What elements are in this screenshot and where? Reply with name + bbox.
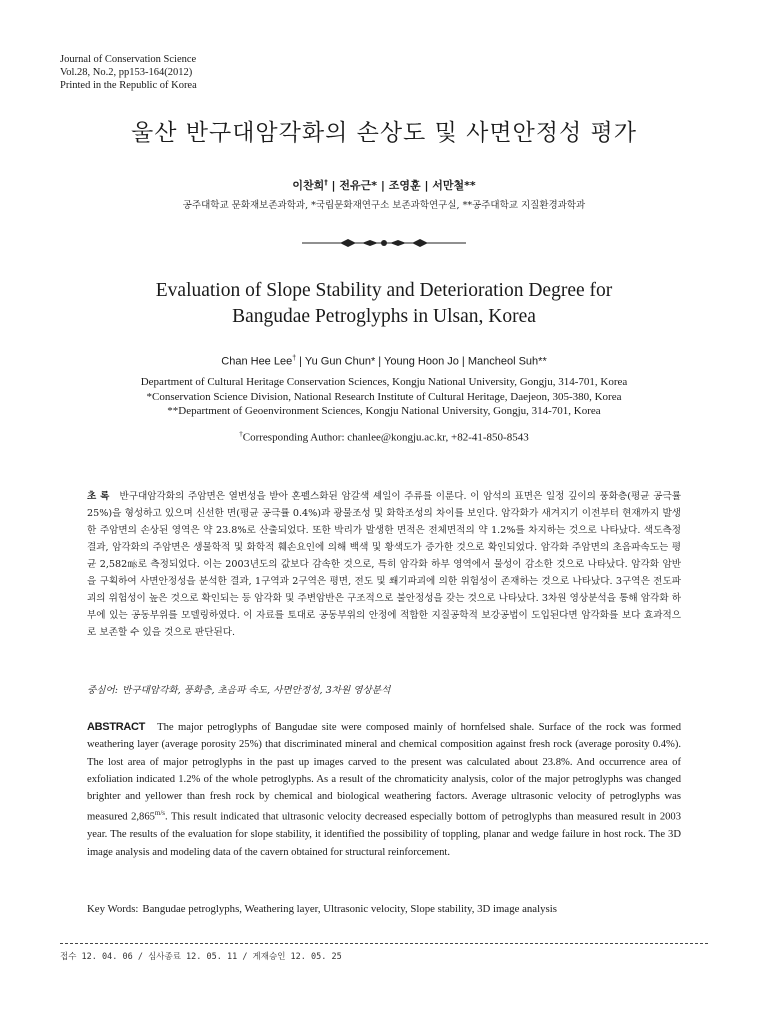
abstract-english — [87, 719, 681, 861]
author-ko-2: 전유근* — [339, 179, 378, 192]
title-english — [84, 278, 684, 330]
corresponding-mark-en: † — [292, 355, 297, 362]
corresponding-mark: † — [324, 178, 328, 187]
author-en-1: Chan Hee Lee — [221, 355, 293, 368]
keywords-korean-label: 중심어: — [87, 685, 119, 696]
submission-dates: 접수 12. 04. 06 / 심사종료 12. 05. 11 / 게재승인 12. 05. 25 — [60, 952, 342, 962]
authors-english: Chan Hee Lee† | Yu Gun Chun* | Young Hoon Jo | Mancheol Suh** — [221, 355, 547, 368]
keywords-english-label: Key Words: — [87, 903, 139, 915]
title-english-line-2: Bangudae Petroglyphs in Ulsan, Korea — [232, 306, 536, 327]
affiliation-en-3: **Department of Geoenvironment Sciences, Kongju National University, Gongju, 314-701, Korea — [167, 405, 601, 417]
author-ko-1: 이찬희 — [292, 179, 325, 192]
journal-volume: Vol.28, No.2, pp153-164(2012) — [60, 67, 193, 78]
corresponding-mark-footnote: † — [239, 430, 243, 438]
corresponding-author — [0, 430, 768, 444]
affiliation-en-1: Department of Cultural Heritage Conservation Sciences, Kongju National University, Gongju, 314-701, Korea — [140, 376, 628, 388]
abstract-english-text-1: The major petroglyphs of Bangudae site were composed mainly of hornfelsed shale. Surface of the rock was formed weathering layer (average porosity 25%) that discriminated mineral and chemical composition against fresh rock (average porosity 0.4%). The lost area of major petroglyphs in the past up images carved to the present was calculated about 23.8%. And occurrence area of exfoliation indicated 1.2% of the whole petroglyphs. As a result of the chromaticity analysis, color of the major petroglyphs was changed brighter and yellower than fresh rock by chemical and biological weathering factors. Average ultrasonic velocity of petroglyphs was measured 2,865 — [87, 722, 681, 824]
authors-korean: 이찬희† | 전유근* | 조영훈 | 서만철** — [292, 178, 476, 192]
affiliation-korean: 공주대학교 문화재보존과학과, *국립문화재연구소 보존과학연구실, **공주대학교 지질환경과학과 — [182, 200, 586, 211]
author-en-4: Mancheol Suh** — [467, 355, 547, 368]
journal-name: Journal of Conservation Science — [60, 54, 197, 65]
abstract-english-label: ABSTRACT — [87, 721, 146, 733]
keywords-korean-text: 반구대암각화, 풍화층, 초음파 속도, 사면안정성, 3차원 영상분석 — [122, 685, 391, 696]
author-en-3: Young Hoon Jo — [384, 355, 459, 368]
abstract-english-text-2: . This result indicated that ultrasonic velocity decreased especially bottom of petroglyphs than measured result in 2003 year. The results of the evaluation for slope stability, it identified the possibility of toppling, planar and wedge failure in host rock. The 3D image analysis and modeling data of the cavern obtained for structural reinforcement. — [87, 812, 682, 858]
title-english-line-1: Evaluation of Slope Stability and Deterioration Degree for — [155, 280, 613, 301]
author-en-2: Yu Gun Chun* — [304, 355, 376, 368]
title-korean: 울산 반구대암각화의 손상도 및 사면안정성 평가 — [131, 120, 637, 146]
affiliation-en-2: *Conservation Science Division, National Research Institute of Cultural Heritage, Daejeon, 305-380, Korea — [146, 390, 622, 403]
keywords-korean — [87, 682, 390, 696]
journal-printed: Printed in the Republic of Korea — [60, 80, 197, 91]
abstract-korean-label: 초 록 — [87, 491, 110, 502]
author-ko-4: 서만철** — [432, 179, 476, 192]
abstract-korean — [87, 488, 681, 641]
keywords-english-text: Bangudae petroglyphs, Weathering layer, Ultrasonic velocity, Slope stability, 3D image analysis — [142, 903, 557, 915]
footer-divider — [60, 943, 708, 944]
affiliations-english — [0, 375, 768, 419]
author-ko-3: 조영훈 — [388, 179, 421, 192]
ornament-divider — [300, 236, 468, 250]
corresponding-text: Corresponding Author: chanlee@kongju.ac.kr, +82-41-850-8543 — [242, 431, 529, 444]
keywords-english — [87, 903, 557, 915]
abstract-korean-text: 반구대암각화의 주암면은 열변성을 받아 혼펠스화된 암갈색 셰일이 주류를 이룬다. 이 암석의 표면은 일정 깊이의 풍화층(평균 공극률 25%)을 형성하고 있으며 신선한 면(평균 공극률 0.4%)과 광물조성 및 화학조성의 차이를 보인다. 암각화가 새겨지기 이전부터 현재까지 발생한 주암면의 손상된 영역은 약 23.8%로 산출되었다. 또한 박리가 발생한 면적은 전체면적의 약 1.2%를 차지하는 것으로 나타났다. 색도측정 결과, 암각화의 주암면은 생물학적 및 화학적 훼손요인에 의해 백색 및 황색도가 증가한 것으로 확인되었다. 암각화 주암면의 초음파속도는 평균 2,582㎧로 측정되었다. 이는 2003년도의 값보다 감속한 것으로, 특히 암각화 하부 영역에서 물성이 감소한 것으로 나타났다. 암각화 암반을 구획하여 사면안정성을 분석한 결과, 1구역과 2구역은 평면, 전도 및 쐐기파괴에 의한 위험성이 존재하는 것으로 나타났다. 3구역은 전도파괴의 위험성이 높은 것으로 확인되는 등 암각화 및 주변암반은 구조적으로 불안정성을 갖는 것으로 나타났다. 3차원 영상분석을 통해 암각화 하부에 있는 공동부위를 모델링하였다. 이 자료를 토대로 공동부위의 안정에 적합한 지질공학적 보강공법이 도입된다면 암각화를 보다 효과적으로 보존할 수 있을 것으로 판단된다. — [87, 491, 681, 638]
velocity-unit: m/s — [154, 809, 166, 818]
journal-info — [60, 53, 197, 92]
